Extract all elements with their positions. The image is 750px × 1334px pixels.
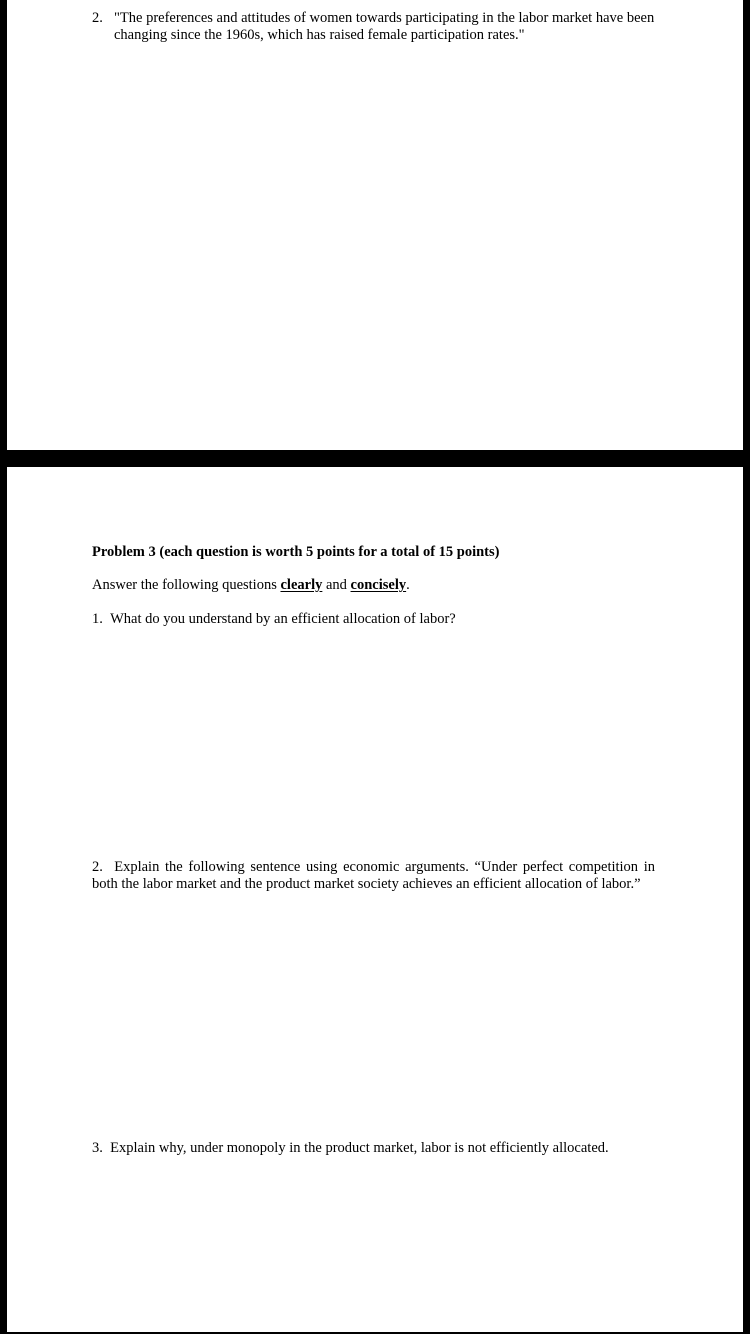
instructions-suffix: .	[406, 577, 410, 593]
question-text: Explain the following sentence using economic arguments. “Under perfect competition in both the labor market and the product market society achieves an efficient allocation of labor.”	[92, 859, 656, 892]
instructions	[92, 577, 672, 594]
question-text: "The preferences and attitudes of women towards participating in the labor market have been changing since the 1960s, which has raised female participation rates."	[114, 10, 655, 43]
question-text: Explain why, under monopoly in the product market, labor is not efficiently allocated.	[110, 1140, 609, 1156]
question-1	[92, 611, 672, 628]
instructions-middle: and	[322, 577, 351, 593]
question-number: 1.	[92, 611, 103, 627]
document-page-1	[7, 0, 743, 450]
question-2	[92, 859, 655, 893]
instructions-prefix: Answer the following questions	[92, 577, 281, 593]
question-number: 2.	[92, 859, 103, 875]
question-number: 3.	[92, 1140, 103, 1156]
problem-heading: Problem 3 (each question is worth 5 points for a total of 15 points)	[92, 544, 500, 560]
question-text: What do you understand by an efficient allocation of labor?	[110, 611, 456, 627]
document-page-2	[7, 467, 743, 1332]
emphasis-clearly: clearly	[280, 577, 323, 593]
question-number: 2.	[92, 10, 103, 26]
question-3	[92, 1140, 672, 1157]
question-2-previous	[92, 10, 667, 44]
emphasis-concisely: concisely	[350, 577, 407, 593]
